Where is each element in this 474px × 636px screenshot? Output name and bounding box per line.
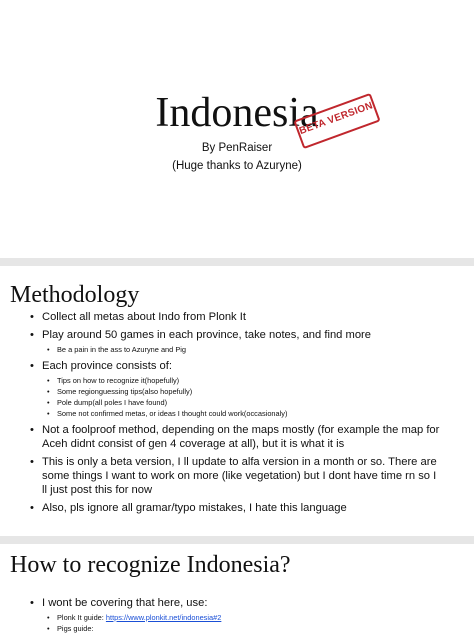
author-line: By PenRaiser [201,142,273,154]
sub-list [42,612,444,634]
methodology-heading: Methodology [10,282,140,308]
sub-list-item: • Pole dump(all poles I have found) [42,397,444,408]
sub-list [42,344,444,355]
list-item: • Each province consists of: • Tips on how to recognize it(hopefully) • Some regionguessing tips(also hopefully) • Pole dump(all poles I have found) • Some not confirmed metas, or ideas I thought could work(occasionaly) [0,359,474,419]
sub-list-item: • Some not confirmed metas, or ideas I thought could work(occasionaly) [42,408,444,419]
sub-list [42,375,444,419]
methodology-slide [0,266,474,536]
document-title: Indonesia [155,90,319,136]
list-item: • Play around 50 games in each province, take notes, and find more • Be a pain in the ass to Azuryne and Pig [0,328,474,355]
recognize-heading: How to recognize Indonesia? [10,552,291,578]
list-item: • This is only a beta version, I ll update to alfa version in a month or so. There are some things I want to work on more (like vegetation) but I dont have time rn so I ll just post this for now [0,455,474,497]
methodology-list [0,310,474,515]
recognize-list [0,596,474,636]
title-slide [0,0,474,258]
sub-list-item: • Some regionguessing tips(also hopefully) [42,386,444,397]
beta-version-stamp: BETA VERSION [293,93,380,149]
slide-divider [0,258,474,266]
list-item: • I wont be covering that here, use: • Plonk It guide: https://www.plonkit.net/indonesia#2 • Pigs guide: [0,596,474,634]
sub-list-item: • Pigs guide: [42,623,444,634]
plonkit-link[interactable]: https://www.plonkit.net/indonesia#2 [105,613,222,622]
slide-divider [0,536,474,544]
list-item: • Also, pls ignore all gramar/typo mistakes, I hate this language [0,501,474,515]
sub-list-item: • Be a pain in the ass to Azuryne and Pig [42,344,444,355]
recognize-slide [0,544,474,632]
thanks-line: (Huge thanks to Azuryne) [172,160,302,172]
sub-list-item: • Tips on how to recognize it(hopefully) [42,375,444,386]
list-item: • Collect all metas about Indo from Plonk It [0,310,474,324]
sub-list-item: • Plonk It guide: https://www.plonkit.net/indonesia#2 [42,612,444,623]
list-item: • Not a foolproof method, depending on the maps mostly (for example the map for Aceh didnt consist of gen 4 coverage at all), but it is what it is [0,423,474,451]
